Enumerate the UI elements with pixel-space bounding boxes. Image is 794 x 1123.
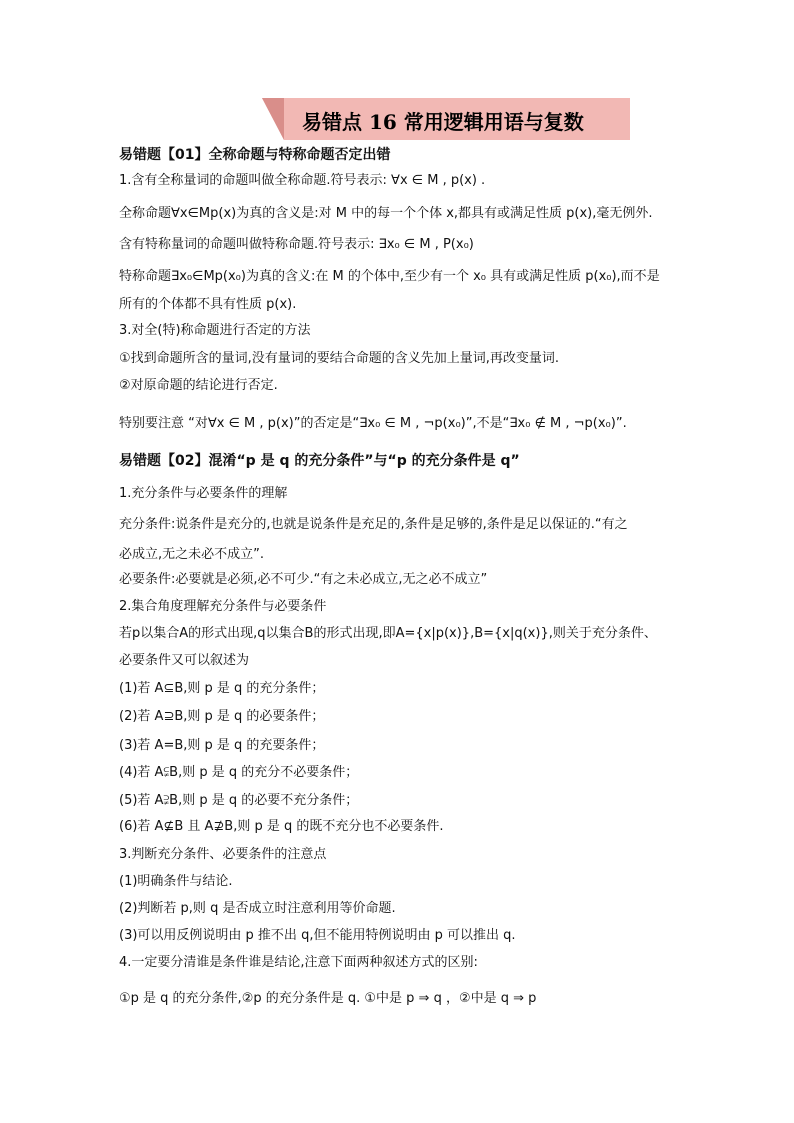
s2-line-17: (3)可以用反例说明由 p 推不出 q,但不能用特例说明由 p 可以推出 q.	[119, 928, 516, 943]
s1-line-9: 特别要注意 “对∀x ∈ M , p(x)”的否定是“∃x₀ ∈ M , ¬p(x₀)”,不是“∃x₀ ∉ M , ¬p(x₀)”.	[119, 416, 627, 431]
s1-line-8: ②对原命题的结论进行否定.	[119, 378, 278, 393]
s2-line-11: (4)若 A⫋B,则 p 是 q 的充分不必要条件；	[119, 765, 359, 780]
s1-line-2: 全称命题∀x∈Mp(x)为真的含义是:对 M 中的每一个个体 x,都具有或满足性质 p(x),毫无例外.	[119, 206, 653, 221]
s2-line-9: (2)若 A⊇B,则 p 是 q 的必要条件；	[119, 709, 325, 724]
s2-line-12: (5)若 A⫌B,则 p 是 q 的必要不充分条件；	[119, 793, 359, 808]
s2-line-19: ①p 是 q 的充分条件,②p 的充分条件是 q. ①中是 p ⇒ q ，②中是 q ⇒ p	[119, 991, 537, 1006]
s1-line-1: 1.含有全称量词的命题叫做全称命题.符号表示: ∀x ∈ M , p(x) .	[119, 173, 486, 188]
page-title: 易错点 16 常用逻辑用语与复数	[302, 110, 584, 134]
title-banner	[262, 98, 630, 140]
s1-line-3: 含有特称量词的命题叫做特称命题.符号表示: ∃x₀ ∈ M , P(x₀)	[119, 237, 474, 252]
s2-line-10: (3)若 A=B,则 p 是 q 的充要条件；	[119, 738, 325, 753]
s2-line-13: (6)若 A⊈B 且 A⊉B,则 p 是 q 的既不充分也不必要条件.	[119, 819, 444, 834]
s2-line-16: (2)判断若 p,则 q 是否成立时注意利用等价命题.	[119, 901, 396, 916]
s2-line-5: 2.集合角度理解充分条件与必要条件	[119, 599, 327, 614]
s1-line-4: 特称命题∃x₀∈Mp(x₀)为真的含义:在 M 的个体中,至少有一个 x₀ 具有或满足性质 p(x₀),而不是	[119, 269, 660, 284]
s2-line-2: 充分条件:说条件是充分的,也就是说条件是充足的,条件是足够的,条件是足以保证的.“有之	[119, 517, 628, 532]
s2-line-14: 3.判断充分条件、必要条件的注意点	[119, 847, 327, 862]
s2-line-15: (1)明确条件与结论.	[119, 874, 233, 889]
s1-line-7: ①找到命题所含的量词,没有量词的要结合命题的含义先加上量词,再改变量词.	[119, 351, 560, 366]
s2-line-18: 4.一定要分清谁是条件谁是结论,注意下面两种叙述方式的区别:	[119, 955, 478, 970]
s2-line-6: 若p以集合A的形式出现,q以集合B的形式出现,即A={x|p(x)},B={x|q(x)},则关于充分条件、	[119, 626, 657, 641]
s2-line-7: 必要条件又可以叙述为	[119, 653, 250, 668]
s2-line-1: 1.充分条件与必要条件的理解	[119, 486, 288, 501]
s2-line-8: (1)若 A⊆B,则 p 是 q 的充分条件；	[119, 681, 325, 696]
s2-line-3: 必成立,无之未必不成立”.	[119, 547, 264, 562]
section-heading-02: 易错题【02】混淆“p 是 q 的充分条件”与“p 的充分条件是 q”	[119, 453, 520, 469]
s2-line-4: 必要条件:必要就是必须,必不可少.“有之未必成立,无之必不成立”	[119, 572, 488, 587]
section-heading-01: 易错题【01】全称命题与特称命题否定出错	[119, 147, 391, 163]
s1-line-5: 所有的个体都不具有性质 p(x).	[119, 297, 297, 312]
s1-line-6: 3.对全(特)称命题进行否定的方法	[119, 323, 311, 338]
